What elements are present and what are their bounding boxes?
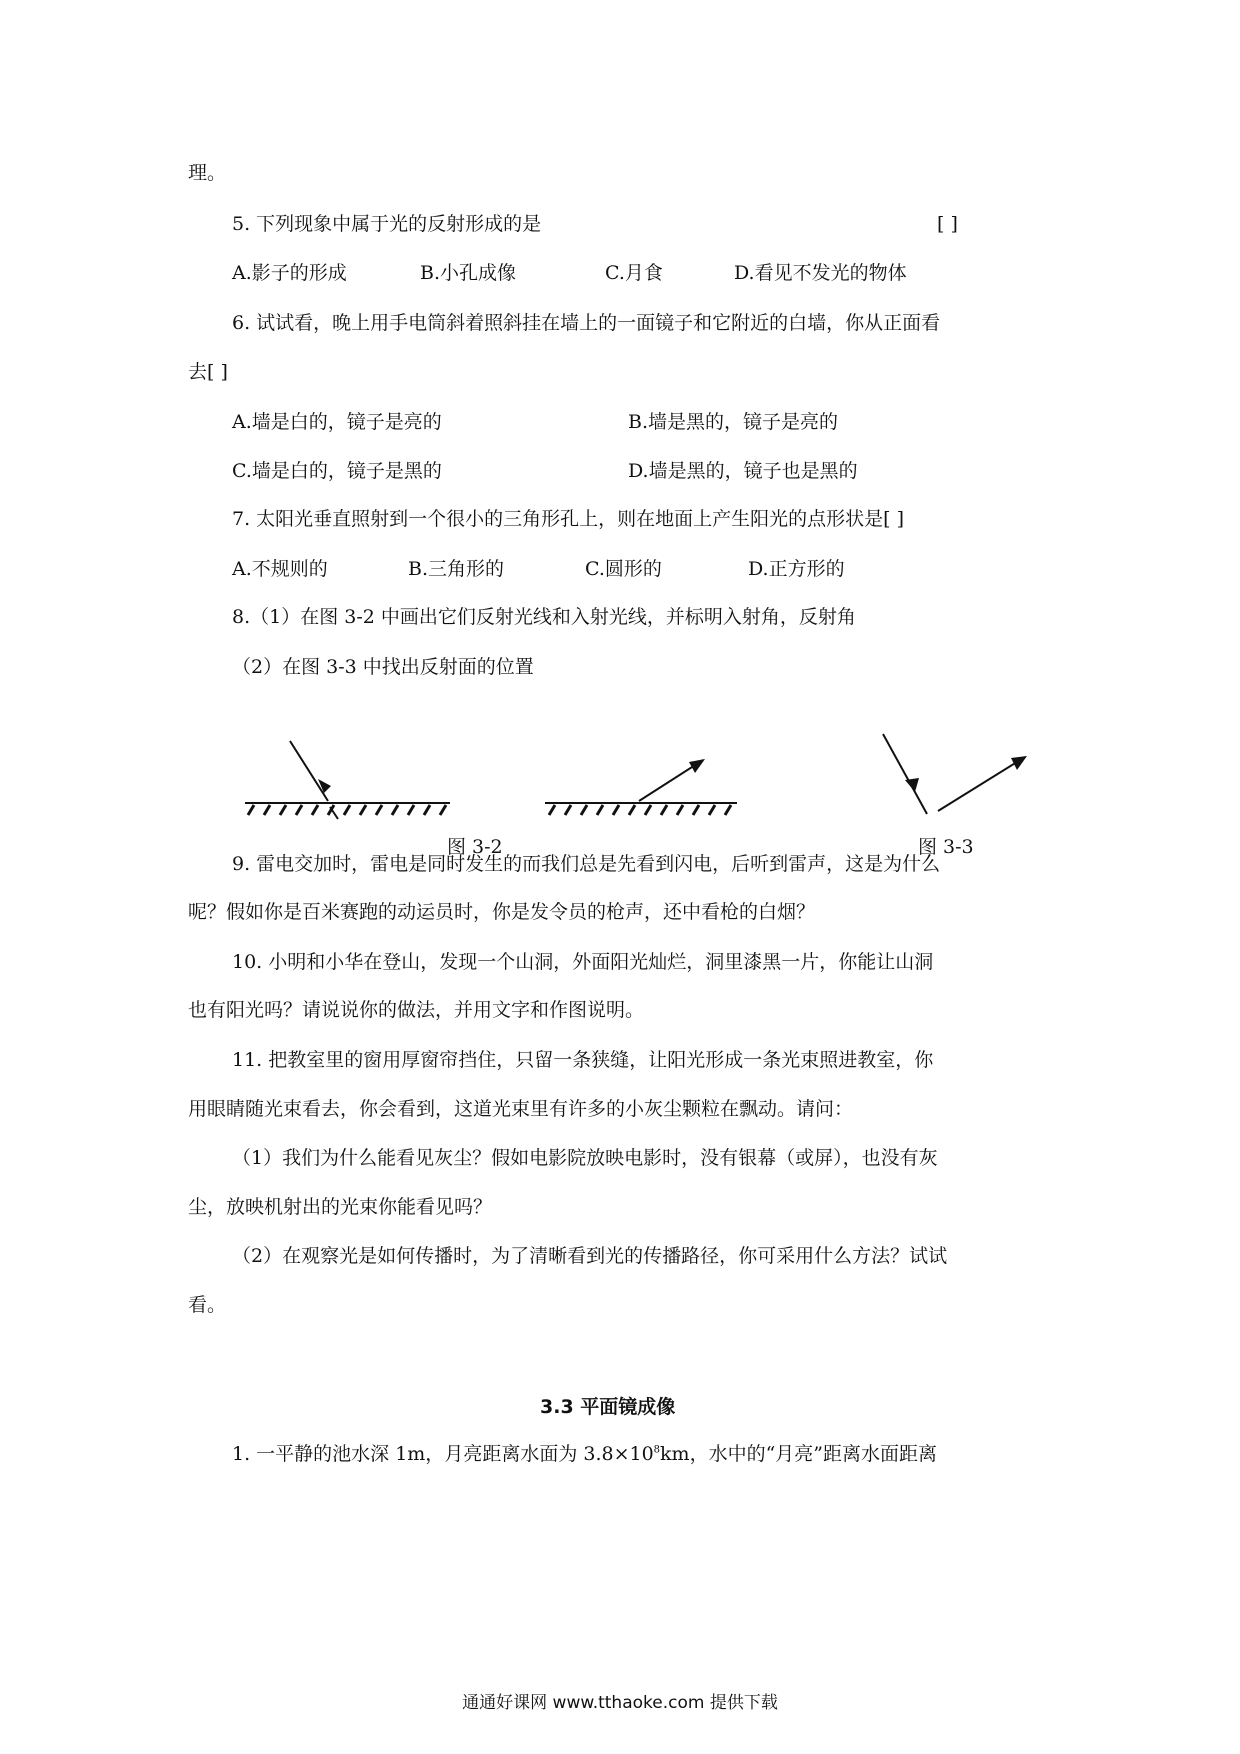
figure-3-2-left [240, 733, 460, 833]
page-footer: 通通好课网 www.tthaoke.com 提供下载 [462, 1693, 778, 1713]
option-b: B.小孔成像 [420, 262, 517, 284]
question-text: 1. 一平静的池水深 1m，月亮距离水面为 3.8×10 [232, 1443, 654, 1465]
question-10-cont: 也有阳光吗？请说说你的做法，并用文字和作图说明。 [188, 999, 645, 1021]
option-a: A.影子的形成 [232, 262, 347, 284]
question-10: 10. 小明和小华在登山，发现一个山洞，外面阳光灿烂，洞里漆黑一片，你能让山洞 [232, 951, 934, 973]
figure-3-2-right [543, 733, 743, 833]
option-d: D.墙是黑的，镜子也是黑的 [628, 460, 858, 482]
question-7: 7. 太阳光垂直照射到一个很小的三角形孔上，则在地面上产生阳光的点形状是[ ] [232, 508, 905, 530]
figure-caption: 图 3-3 [918, 836, 974, 858]
option-a: A.不规则的 [232, 558, 328, 580]
question-11-part-1-cont: 尘，放映机射出的光束你能看见吗？ [188, 1196, 493, 1218]
figure-3-3 [875, 730, 1035, 830]
question-11-part-1: （1）我们为什么能看见灰尘？假如电影院放映电影时，没有银幕（或屏），也没有灰 [232, 1147, 938, 1169]
question-11-cont: 用眼睛随光束看去，你会看到，这道光束里有许多的小灰尘颗粒在飘动。请问： [188, 1098, 854, 1120]
question-11-part-2-cont: 看。 [188, 1294, 227, 1316]
question-9-cont: 呢？假如你是百米赛跑的动运员时，你是发令员的枪声，还中看枪的白烟？ [188, 901, 816, 923]
option-c: C.月食 [605, 262, 663, 284]
answer-bracket: [ ] [937, 213, 958, 235]
text-line: 理。 [188, 162, 227, 184]
question-11-part-2: （2）在观察光是如何传播时，为了清晰看到光的传播路径，你可采用什么方法？试试 [232, 1245, 948, 1267]
option-c: C.圆形的 [585, 558, 662, 580]
option-b: B.三角形的 [408, 558, 505, 580]
section-question-1 [232, 1442, 937, 1466]
question-11: 11. 把教室里的窗用厚窗帘挡住，只留一条狭缝，让阳光形成一条光束照进教室，你 [232, 1049, 934, 1071]
question-9: 9. 雷电交加时，雷电是同时发生的而我们总是先看到闪电，后听到雷声，这是为什么 [232, 853, 941, 875]
question-8-part-1: 8.（1）在图 3-2 中画出它们反射光线和入射光线，并标明入射角，反射角 [232, 606, 856, 628]
figure-caption: 图 3-2 [447, 836, 503, 858]
option-c: C.墙是白的，镜子是黑的 [232, 460, 442, 482]
question-5: 5. 下列现象中属于光的反射形成的是 [232, 213, 542, 235]
option-d: D.看见不发光的物体 [734, 262, 907, 284]
question-6-cont: 去[ ] [188, 361, 228, 383]
option-b: B.墙是黑的，镜子是亮的 [628, 411, 839, 433]
question-text-cont: km，水中的“月亮”距离水面距离 [660, 1443, 938, 1465]
exponent: 8 [653, 1444, 661, 1456]
question-6: 6. 试试看，晚上用手电筒斜着照斜挂在墙上的一面镜子和它附近的白墙，你从正面看 [232, 312, 941, 334]
question-8-part-2: （2）在图 3-3 中找出反射面的位置 [232, 656, 534, 678]
option-a: A.墙是白的，镜子是亮的 [232, 411, 442, 433]
section-heading: 3.3 平面镜成像 [540, 1396, 676, 1418]
option-d: D.正方形的 [748, 558, 845, 580]
